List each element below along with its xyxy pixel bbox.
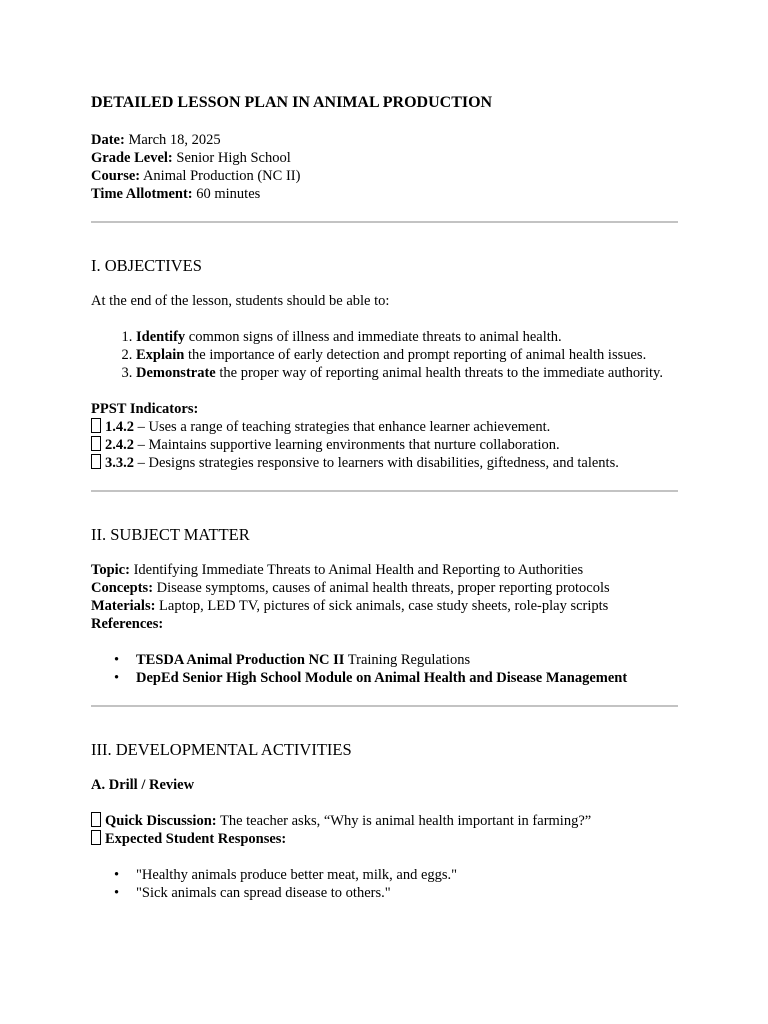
meta-label: Grade Level: xyxy=(91,150,173,166)
responses-list xyxy=(91,866,678,902)
meta-label: Time Allotment: xyxy=(91,186,193,202)
reference-item xyxy=(136,669,678,687)
checkbox-icon xyxy=(91,812,101,827)
drill-review-heading: A. Drill / Review xyxy=(91,777,195,793)
references-list xyxy=(91,651,678,687)
meta-value: 60 minutes xyxy=(192,186,261,202)
meta-label: Course: xyxy=(91,168,141,184)
expected-responses-label: Expected Student Responses: xyxy=(105,831,287,847)
quick-discussion-label: Quick Discussion: xyxy=(105,813,217,829)
meta-value: Animal Production (NC II) xyxy=(140,168,301,184)
subject-row-materials xyxy=(91,597,678,615)
ppst-text: – Maintains supportive learning environments that nurture collaboration. xyxy=(134,437,560,453)
ppst-code: 3.3.2 xyxy=(105,455,134,471)
expected-responses xyxy=(91,830,678,848)
ppst-label: PPST Indicators: xyxy=(91,401,199,417)
activities-heading: III. DEVELOPMENTAL ACTIVITIES xyxy=(91,740,352,759)
reference-text: Training Regulations xyxy=(344,652,471,668)
subject-value: Identifying Immediate Threats to Animal Health and Reporting to Authorities xyxy=(129,562,584,578)
subject-row-concepts xyxy=(91,579,678,597)
reference-title: TESDA Animal Production NC II xyxy=(136,652,345,668)
subject-label: Materials: xyxy=(91,598,156,614)
activities-section xyxy=(91,740,678,902)
ppst-code: 1.4.2 xyxy=(105,419,134,435)
reference-title: DepEd Senior High School Module on Animal Health and Disease Management xyxy=(136,670,628,686)
subject-label: Concepts: xyxy=(91,580,154,596)
checkbox-icon xyxy=(91,436,101,451)
meta-time-allotment xyxy=(91,185,678,203)
subject-label: Topic: xyxy=(91,562,130,578)
document-title: DETAILED LESSON PLAN IN ANIMAL PRODUCTION xyxy=(91,94,493,111)
ppst-item xyxy=(91,418,678,436)
subject-value: Laptop, LED TV, pictures of sick animals, case study sheets, role-play scripts xyxy=(155,598,609,614)
meta-label: Date: xyxy=(91,132,125,148)
section-divider xyxy=(91,490,678,492)
checkbox-icon xyxy=(91,418,101,433)
section-divider xyxy=(91,221,678,223)
checkbox-icon xyxy=(91,454,101,469)
objective-verb: Identify xyxy=(136,329,186,345)
objective-verb: Demonstrate xyxy=(136,365,216,381)
ppst-text: – Uses a range of teaching strategies that enhance learner achievement. xyxy=(134,419,551,435)
subject-row-topic xyxy=(91,561,678,579)
objectives-intro: At the end of the lesson, students should be able to: xyxy=(91,293,390,309)
references-label: References: xyxy=(91,616,164,632)
objective-item xyxy=(136,346,678,364)
subject-value: Disease symptoms, causes of animal health threats, proper reporting protocols xyxy=(153,580,610,596)
response-item: • "Healthy animals produce better meat, milk, and eggs." xyxy=(136,866,678,884)
ppst-item xyxy=(91,454,678,472)
objective-text: the proper way of reporting animal health threats to the immediate authority. xyxy=(215,365,663,381)
meta-value: March 18, 2025 xyxy=(124,132,221,148)
subject-matter-heading: II. SUBJECT MATTER xyxy=(91,525,250,544)
meta-block xyxy=(91,131,678,203)
meta-date xyxy=(91,131,678,149)
meta-grade-level xyxy=(91,149,678,167)
objectives-heading: I. OBJECTIVES xyxy=(91,256,202,275)
objective-item xyxy=(136,328,678,346)
objectives-list xyxy=(91,328,678,382)
reference-item xyxy=(136,651,678,669)
ppst-item xyxy=(91,436,678,454)
objective-text: the importance of early detection and prompt reporting of animal health issues. xyxy=(184,347,647,363)
section-divider xyxy=(91,705,678,707)
objective-item xyxy=(136,364,678,382)
response-item: • "Sick animals can spread disease to others." xyxy=(136,884,678,902)
subject-matter-section xyxy=(91,525,678,687)
objective-verb: Explain xyxy=(136,347,185,363)
objectives-section xyxy=(91,256,678,472)
meta-value: Senior High School xyxy=(172,150,291,166)
meta-course xyxy=(91,167,678,185)
quick-discussion-text: The teacher asks, “Why is animal health important in farming?” xyxy=(216,813,592,829)
quick-discussion xyxy=(91,812,678,830)
ppst-text: – Designs strategies responsive to learners with disabilities, giftedness, and talents. xyxy=(134,455,619,471)
ppst-code: 2.4.2 xyxy=(105,437,134,453)
objective-text: common signs of illness and immediate threats to animal health. xyxy=(185,329,562,345)
checkbox-icon xyxy=(91,830,101,845)
